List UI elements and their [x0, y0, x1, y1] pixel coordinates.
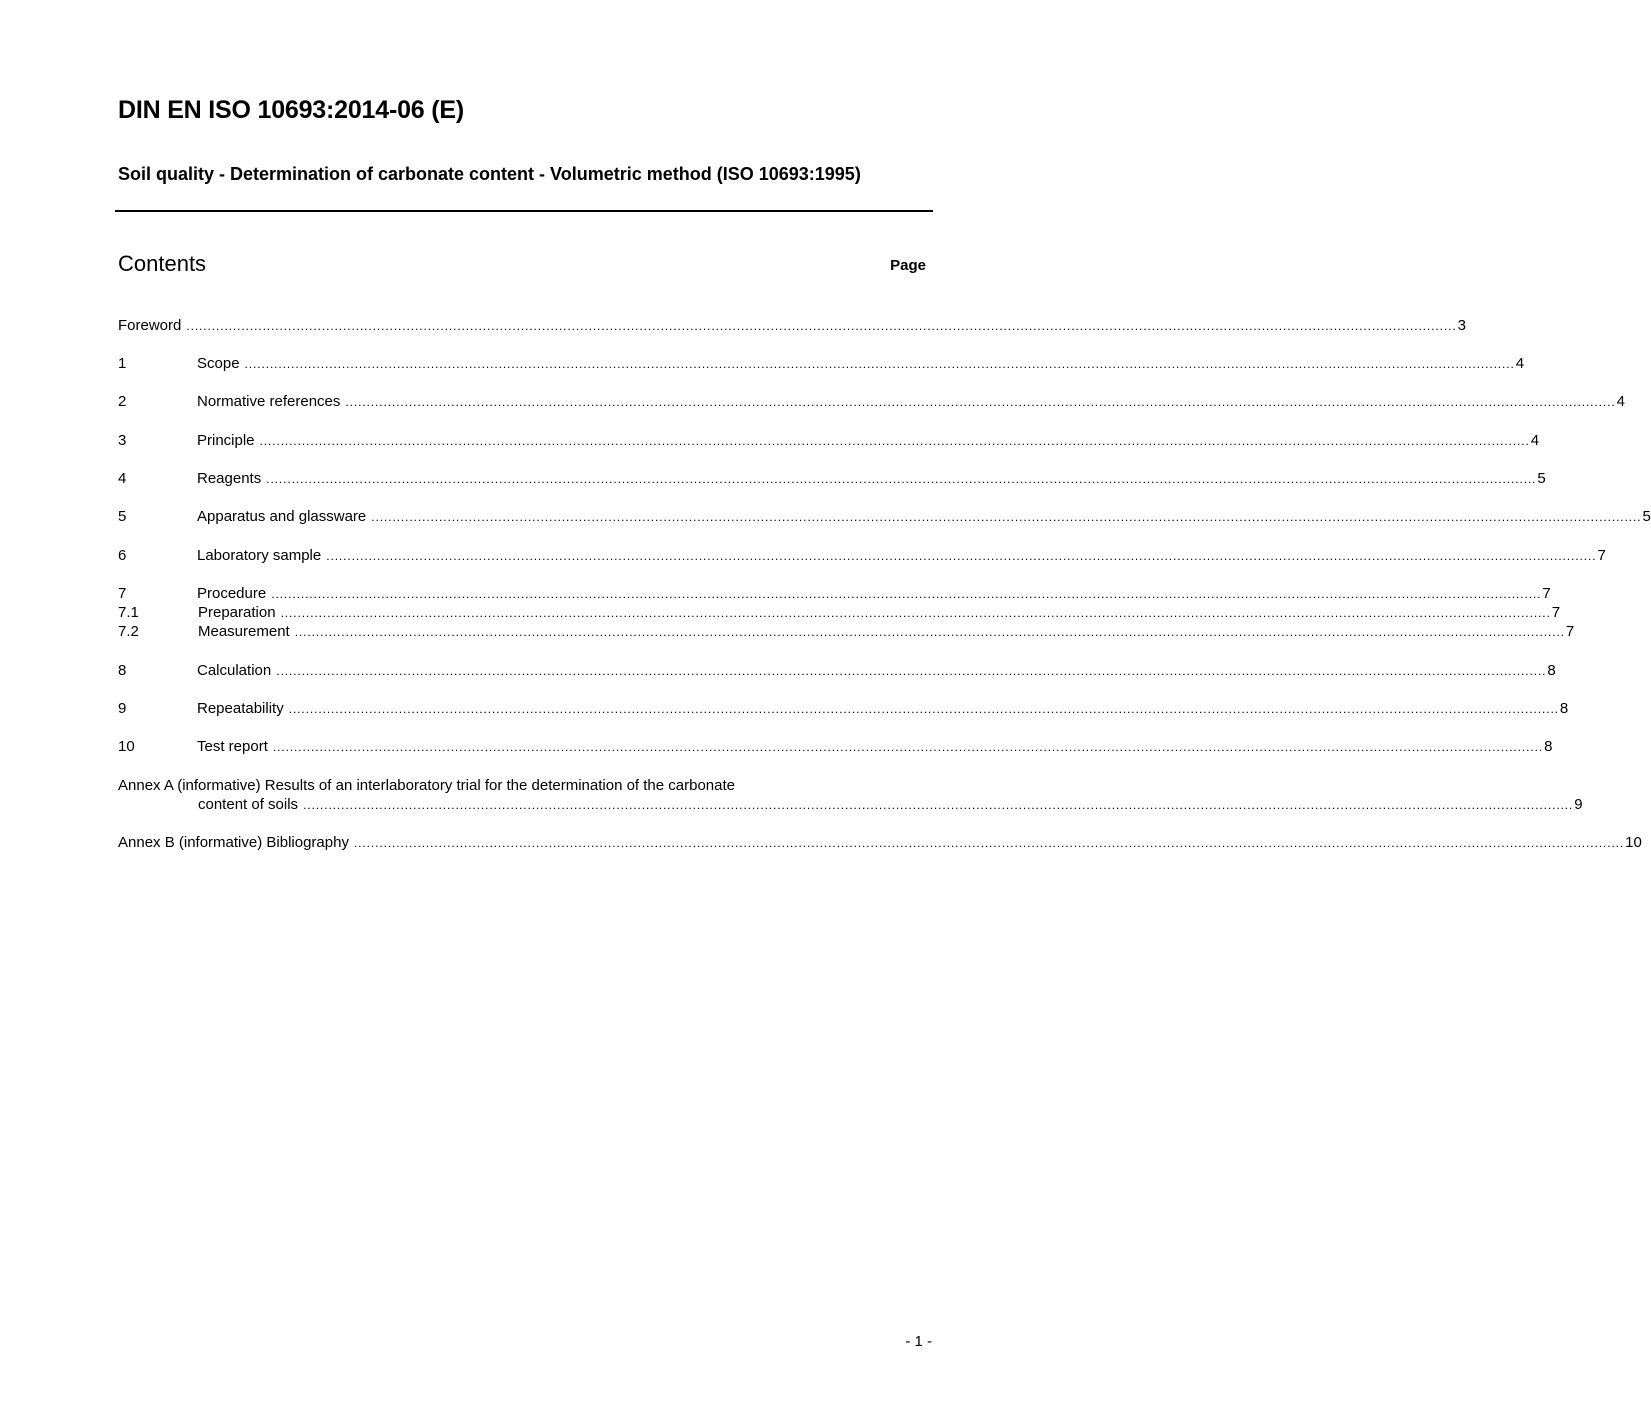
toc-entry-title: Preparation	[198, 603, 281, 622]
toc-entry-number: 3	[118, 432, 127, 449]
toc-entry-title: Laboratory sample	[197, 546, 326, 565]
toc-leader: ............................................................................................................................................................................................................................................................................................................	[303, 798, 1574, 812]
contents-heading: Contents	[118, 251, 207, 276]
toc-entry-title: Apparatus and glassware	[197, 507, 371, 526]
toc-entry-page: 8	[1544, 738, 1553, 755]
toc-entry-annex-a[interactable]	[198, 795, 1583, 814]
toc-leader: ............................................................................................................................................................................................................................................................................................................	[326, 549, 1597, 563]
title-divider	[115, 210, 933, 212]
toc-entry-title: Principle	[197, 431, 260, 450]
toc-leader: ............................................................................................................................................................................................................................................................................................................	[244, 357, 1515, 371]
toc-entry-principle[interactable]	[118, 431, 1540, 450]
toc-entry-page: 8	[1559, 700, 1569, 717]
toc-entry-procedure[interactable]	[118, 584, 1551, 603]
toc-entry-preparation[interactable]	[118, 603, 1561, 622]
toc-leader: ............................................................................................................................................................................................................................................................................................................	[353, 836, 1625, 850]
toc-entry-annex-a-title[interactable]: Annex A (informative) Results of an interlaboratory trial for the determination of the carbonate	[118, 777, 735, 794]
toc-leader: ............................................................................................................................................................................................................................................................................................................	[259, 434, 1530, 448]
toc-entry-page: 5	[1642, 508, 1651, 525]
toc-leader: ............................................................................................................................................................................................................................................................................................................	[266, 472, 1537, 486]
toc-entry-test-report[interactable]	[118, 737, 1553, 756]
toc-entry-calculation[interactable]	[118, 661, 1556, 680]
toc-entry-page: 7	[1597, 547, 1606, 564]
toc-entry-title: Procedure	[197, 584, 271, 603]
toc-entry-title: Test report	[197, 737, 273, 756]
toc-entry-title: Scope	[197, 354, 245, 373]
toc-entry-number: 9	[118, 700, 127, 717]
toc-entry-number: 5	[118, 508, 127, 525]
toc-entry-page: 9	[1574, 796, 1583, 813]
toc-entry-page: 8	[1547, 662, 1556, 679]
toc-leader: ............................................................................................................................................................................................................................................................................................................	[272, 740, 1544, 754]
toc-entry-number: 2	[118, 393, 127, 410]
footer-page-number: - 1 -	[905, 1333, 932, 1350]
toc-entry-number: 7	[118, 585, 127, 602]
toc-entry-title: Reagents	[197, 469, 266, 488]
toc-entry-title: content of soils	[198, 795, 303, 814]
toc-entry-page: 4	[1515, 355, 1525, 372]
document-subtitle: Soil quality - Determination of carbonate content - Volumetric method (ISO 10693:1995)	[118, 164, 861, 184]
toc-entry-title: Annex B (informative) Bibliography	[118, 833, 354, 852]
toc-entry-page: 4	[1530, 432, 1540, 449]
toc-entry-normative-references[interactable]	[118, 392, 1625, 411]
toc-leader: ............................................................................................................................................................................................................................................................................................................	[271, 587, 1542, 601]
toc-entry-number: 8	[118, 662, 127, 679]
toc-entry-page: 10	[1625, 834, 1642, 851]
toc-entry-repeatability[interactable]	[118, 699, 1569, 718]
toc-entry-page: 3	[1457, 317, 1466, 334]
toc-leader: ............................................................................................................................................................................................................................................................................................................	[345, 395, 1616, 409]
toc-entry-laboratory-sample[interactable]	[118, 546, 1606, 565]
toc-entry-title: Calculation	[197, 661, 276, 680]
toc-leader: ............................................................................................................................................................................................................................................................................................................	[280, 606, 1551, 620]
toc-entry-page: 4	[1616, 393, 1625, 410]
toc-entry-apparatus[interactable]	[118, 507, 1651, 526]
toc-leader: ............................................................................................................................................................................................................................................................................................................	[186, 319, 1457, 333]
toc-entry-number: 7.2	[118, 623, 139, 640]
toc-leader: ............................................................................................................................................................................................................................................................................................................	[276, 664, 1547, 678]
toc-leader: ............................................................................................................................................................................................................................................................................................................	[288, 702, 1559, 716]
toc-entry-page: 5	[1537, 470, 1546, 487]
toc-entry-title: Repeatability	[197, 699, 289, 718]
toc-entry-scope[interactable]	[118, 354, 1525, 373]
toc-entry-number: 6	[118, 547, 127, 564]
toc-leader: ............................................................................................................................................................................................................................................................................................................	[371, 510, 1642, 524]
document-title: DIN EN ISO 10693:2014-06 (E)	[118, 96, 464, 124]
toc-entry-number: 1	[118, 355, 127, 372]
toc-entry-title: Measurement	[198, 622, 295, 641]
toc-entry-title: Foreword	[118, 316, 186, 335]
toc-entry-annex-b[interactable]	[118, 833, 1642, 852]
toc-entry-title: Normative references	[197, 392, 345, 411]
toc-entry-page: 7	[1565, 623, 1575, 640]
toc-leader: ............................................................................................................................................................................................................................................................................................................	[294, 625, 1565, 639]
toc-entry-page: 7	[1542, 585, 1551, 602]
toc-entry-number: 4	[118, 470, 127, 487]
page-column-label: Page	[890, 257, 926, 274]
toc-entry-number: 10	[118, 738, 135, 755]
toc-entry-number: 7.1	[118, 604, 139, 621]
toc-entry-measurement[interactable]	[118, 622, 1575, 641]
toc-entry-reagents[interactable]	[118, 469, 1546, 488]
toc-entry-page: 7	[1551, 604, 1561, 621]
toc-entry-foreword[interactable]	[118, 316, 1466, 335]
